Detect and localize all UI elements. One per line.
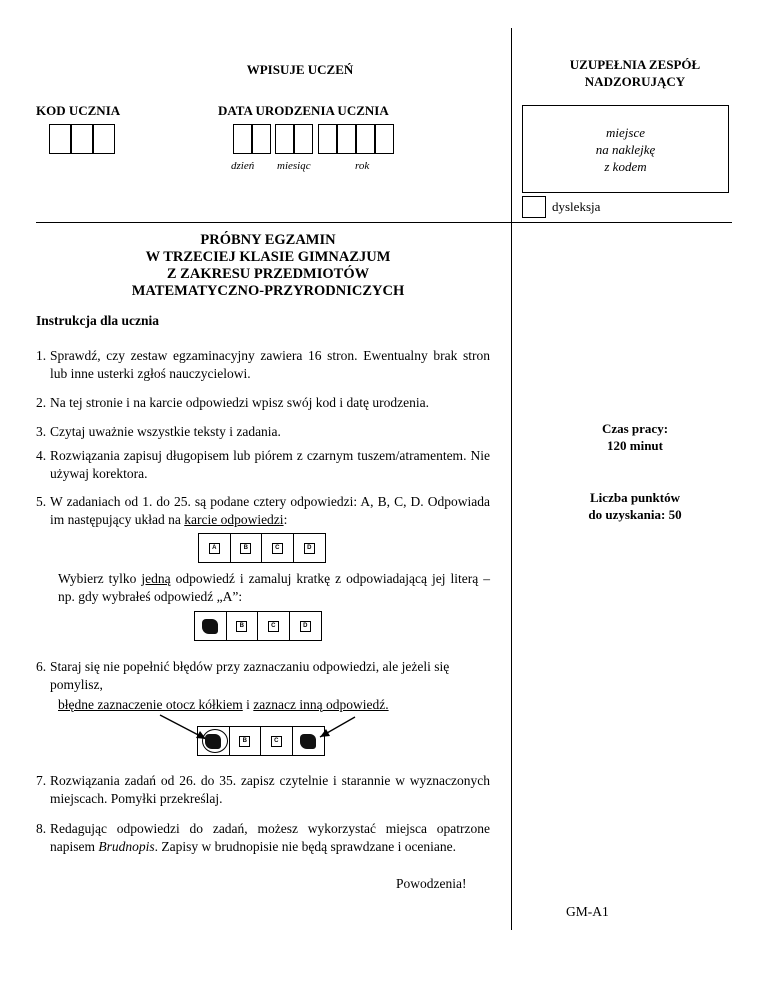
- title-line2: W TRZECIEJ KLASIE GIMNAZJUM: [145, 249, 391, 265]
- title-line3: Z ZAKRESU PRZEDMIOTÓW: [166, 266, 370, 282]
- sticker-line2: na naklejkę: [595, 142, 656, 157]
- answer-box-d: D: [300, 621, 311, 632]
- committee-fills-line1: UZUPEŁNIA ZESPÓŁ: [569, 57, 701, 72]
- instruction-8-number: 8.: [36, 821, 47, 836]
- instruction-5-sub-underlined: jedną: [141, 571, 171, 586]
- instruction-7: [36, 772, 490, 808]
- instruction-2-text: Na tej stronie i na karcie odpowiedzi wpisz swój kod i datę urodzenia.: [50, 395, 430, 410]
- instruction-5-sub-b: odpowiedź i zamaluj kratkę z odpowiadającą jej literą – np. gdy wybrałeś odpowiedź „A”:: [58, 571, 490, 604]
- instruction-5: [36, 493, 490, 529]
- instruction-2: [36, 394, 490, 412]
- committee-fills-heading: [530, 56, 740, 90]
- new-answer-mark: [300, 734, 316, 749]
- sticker-line3: z kodem: [604, 159, 647, 174]
- instruction-3-number: 3.: [36, 424, 47, 439]
- instruction-6-sub-b: zaznacz inną odpowiedź.: [253, 697, 389, 712]
- birthdate-box-7[interactable]: [356, 124, 375, 154]
- points-label: Liczba punktów: [590, 490, 680, 505]
- birthdate-box-2[interactable]: [252, 124, 271, 154]
- instruction-5-text: [36, 493, 490, 529]
- time-label: Czas pracy:: [601, 421, 669, 436]
- sticker-area: [522, 105, 729, 193]
- answer-example-filled: [194, 611, 322, 641]
- birthdate-box-3[interactable]: [275, 124, 294, 154]
- instruction-8-text-a: Redagując odpowiedzi do zadań, możesz wykorzystać miejsca opatrzone napisem: [50, 821, 490, 854]
- instruction-8-text-b: . Zapisy w brudnopisie nie będą sprawdzane i oceniane.: [154, 839, 457, 854]
- dyslexia-label: dysleksja: [552, 199, 601, 214]
- instruction-3-text: Czytaj uważnie wszystkie teksty i zadania.: [50, 424, 281, 439]
- time-value: 120 minut: [607, 438, 663, 453]
- birthdate-box-4[interactable]: [294, 124, 313, 154]
- year-label: rok: [355, 160, 370, 172]
- instruction-5-text-a: W zadaniach od 1. do 25. są podane cztery odpowiedzi: A, B, C, D. Odpowiada im następujący układ na: [50, 494, 490, 527]
- instruction-1-number: 1.: [36, 348, 47, 363]
- title-line1: PRÓBNY EGZAMIN: [200, 232, 336, 248]
- title-line4: MATEMATYCZNO-PRZYRODNICZYCH: [131, 283, 405, 299]
- sticker-line1: miejsce: [606, 125, 645, 140]
- circle-mark-icon: [202, 729, 228, 753]
- answer-box-c: C: [268, 621, 279, 632]
- instruction-2-number: 2.: [36, 395, 47, 410]
- instruction-3: [36, 423, 490, 441]
- instruction-6: [36, 658, 490, 694]
- filled-answer-mark: [202, 619, 218, 634]
- student-code-box-3[interactable]: [93, 124, 115, 154]
- instruction-5-sub-a: Wybierz tylko: [58, 571, 142, 586]
- answer-card-link: karcie odpowiedzi: [184, 512, 284, 527]
- answer-box-c: C: [272, 543, 283, 554]
- answer-box-d: D: [304, 543, 315, 554]
- instruction-6-text: Staraj się nie popełnić błędów przy zaznaczaniu odpowiedzi, ale jeżeli się pomylisz,: [50, 659, 450, 692]
- student-code-label: KOD UCZNIA: [36, 103, 121, 118]
- instruction-1-text: Sprawdź, czy zestaw egzaminacyjny zawiera 16 stron. Ewentualny brak stron lub inne usterki zgłoś nauczycielowi.: [50, 348, 490, 381]
- exam-code: GM-A1: [566, 904, 609, 919]
- answer-example-empty: [198, 533, 326, 563]
- instruction-7-number: 7.: [36, 773, 47, 788]
- answer-example-corrected: [197, 726, 325, 756]
- instruction-5-number: 5.: [36, 494, 47, 509]
- instruction-5-sub: [58, 570, 490, 606]
- instruction-8-text-italic: Brudnopis: [98, 839, 155, 854]
- day-label: dzień: [231, 160, 255, 172]
- instruction-6-number: 6.: [36, 659, 47, 674]
- answer-box-a: A: [209, 543, 220, 554]
- birthdate-box-5[interactable]: [318, 124, 337, 154]
- answer-box-c: C: [271, 736, 282, 747]
- instruction-6-sub-mid: i: [242, 697, 254, 712]
- instruction-4-number: 4.: [36, 448, 47, 463]
- instruction-1: [36, 347, 490, 383]
- birthdate-label: DATA URODZENIA UCZNIA: [218, 103, 389, 118]
- dyslexia-checkbox[interactable]: [522, 196, 546, 218]
- vertical-divider: [511, 28, 512, 930]
- answer-box-b: B: [239, 736, 250, 747]
- points-info: [530, 489, 740, 523]
- points-value: do uzyskania: 50: [588, 507, 682, 522]
- horizontal-divider: [36, 222, 732, 223]
- birthdate-box-1[interactable]: [233, 124, 252, 154]
- student-code-box-1[interactable]: [49, 124, 71, 154]
- exam-title: [36, 232, 500, 300]
- answer-box-b: B: [236, 621, 247, 632]
- instruction-4-text: Rozwiązania zapisuj długopisem lub piórem z czarnym tuszem/atramentem. Nie używaj korektora.: [50, 448, 490, 481]
- month-label: miesiąc: [277, 160, 311, 172]
- instruction-8-text: [36, 820, 490, 856]
- student-fills-heading: WPISUJE UCZEŃ: [246, 62, 354, 77]
- instruction-7-text: Rozwiązania zadań od 26. do 35. zapisz czytelnie i starannie w wyznaczonych miejscach. Pomyłki przekreślaj.: [50, 773, 490, 806]
- instructions-heading: Instrukcja dla ucznia: [36, 313, 160, 328]
- good-luck: Powodzenia!: [396, 876, 467, 891]
- committee-fills-line2: NADZORUJĄCY: [584, 74, 686, 89]
- birthdate-box-6[interactable]: [337, 124, 356, 154]
- instruction-5-text-b: :: [283, 512, 288, 527]
- time-info: [530, 420, 740, 454]
- answer-box-b: B: [240, 543, 251, 554]
- instruction-6-sub-a: błędne zaznaczenie otocz kółkiem: [58, 697, 243, 712]
- student-code-box-2[interactable]: [71, 124, 93, 154]
- instruction-8: [36, 820, 490, 856]
- instruction-6-sub: [58, 697, 389, 713]
- birthdate-box-8[interactable]: [375, 124, 394, 154]
- instruction-4: [36, 447, 490, 483]
